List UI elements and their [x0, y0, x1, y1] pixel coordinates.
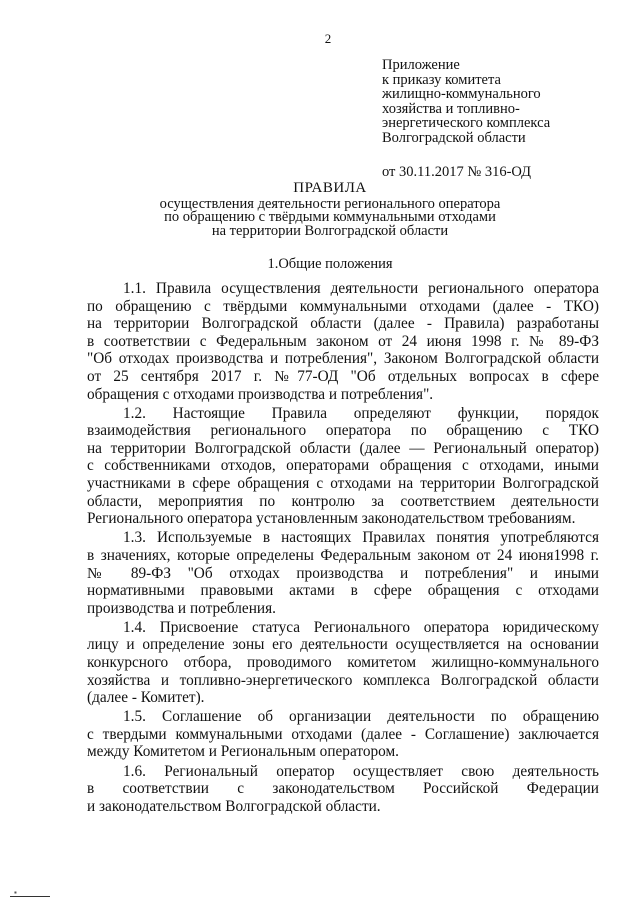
paragraph — [87, 708, 599, 761]
paragraph-line: конкурсного отбора, проводимого комитетом жилищно-коммунального — [87, 653, 599, 671]
paragraph-line: в соответствии с Федеральным законом от 24 июня 1998 г. № 89-ФЗ — [87, 332, 599, 350]
document-title — [112, 182, 548, 238]
paragraph-line: 1.5. Соглашение об организации деятельности по обращению — [123, 708, 599, 726]
footer-mark: ▪ — [14, 888, 17, 897]
title-line: по обращению с твёрдыми коммунальными отходами — [164, 209, 496, 225]
paragraph-line: взаимодействия регионального оператора по обращению с ТКО — [87, 422, 599, 440]
paragraph — [87, 529, 599, 617]
appendix-line: энергетического комплекса — [382, 115, 551, 131]
appendix-line: к приказу комитета — [382, 71, 501, 88]
paragraph-line: хозяйства и топливно-энергетического комплекса Волгоградской области — [87, 671, 599, 689]
paragraph-line: между Комитетом и Региональным оператором. — [87, 743, 399, 761]
section-heading: 1.Общие положения — [267, 256, 393, 272]
page-number: 2 — [324, 31, 332, 46]
paragraph — [87, 619, 599, 707]
paragraph-line: 1.3. Используемые в настоящих Правилах понятия употребляются — [123, 529, 599, 547]
title-line: осуществления деятельности регионального оператора — [159, 195, 501, 212]
order-date: от 30.11.2017 № 316-ОД — [382, 164, 532, 180]
paragraph-line: участниками в сфере обращения с отходами на территории Волгоградской — [87, 475, 599, 493]
appendix-line: Волгоградской области — [382, 129, 526, 146]
paragraph-line: нормативными правовыми актами в сфере обращения с отходами — [87, 582, 599, 600]
paragraph-line: 1.1. Правила осуществления деятельности регионального оператора — [123, 280, 599, 297]
paragraph-line: Регионального оператора установленным законодательством требованиям. — [87, 510, 576, 528]
appendix-line: хозяйства и топливно- — [382, 100, 520, 117]
paragraph — [87, 763, 599, 816]
paragraph-line: по обращению с твёрдыми коммунальными отходами (далее - ТКО) — [87, 297, 599, 315]
paragraph — [87, 405, 599, 528]
paragraph-line: "Об отходах производства и потребления", Законом Волгоградской области — [87, 350, 599, 368]
paragraph-line: на территории Волгоградской области (далее — Региональный оператор) — [87, 439, 599, 457]
paragraph-line: 1.4. Присвоение статуса Регионального оператора юридическому — [123, 618, 599, 636]
paragraph-line: 1.2. Настоящие Правила определяют функции, порядок — [123, 404, 599, 422]
paragraph-line: обращения с отходами производства и потребления". — [87, 385, 434, 403]
paragraph-line: в значениях, которые определены Федеральным законом от 24 июня1998 г. — [87, 546, 599, 564]
title-heading: ПРАВИЛА — [293, 180, 367, 196]
paragraph-line: (далее - Комитет). — [87, 689, 205, 707]
appendix-line: жилищно-коммунального — [382, 86, 541, 102]
paragraph-line: лицу и определение зоны его деятельности осуществляется на основании — [87, 636, 599, 654]
paragraph — [87, 280, 599, 403]
paragraph-line: 1.6. Региональный оператор осуществляет свою деятельность — [123, 762, 599, 780]
paragraph-line: с твердыми коммунальными отходами (далее - Соглашение) заключается — [87, 725, 599, 743]
appendix-line: Приложение — [382, 57, 460, 73]
paragraph-line: производства и потребления. — [87, 599, 276, 617]
paragraph-line: области, мероприятия по контролю за соответствием деятельности — [87, 492, 599, 510]
appendix-block — [382, 58, 582, 180]
title-line: на территории Волгоградской области — [211, 222, 449, 239]
footer-rule — [10, 896, 50, 897]
paragraph-line: в соответствии с законодательством Российской Федерации — [87, 780, 599, 798]
document-body — [87, 280, 599, 817]
paragraph-line: с собственниками отходов, операторами обращения с отходами, иными — [87, 457, 599, 475]
paragraph-line: на территории Волгоградской области (далее - Правила) разработаны — [87, 315, 599, 333]
paragraph-line: от 25 сентября 2017 г. №77-ОД "Об отдельных вопросах в сфере — [87, 367, 599, 385]
paragraph-line: № 89-ФЗ "Об отходах производства и потребления" и иными — [87, 564, 599, 582]
paragraph-line: и законодательством Волгоградской области. — [87, 797, 381, 815]
